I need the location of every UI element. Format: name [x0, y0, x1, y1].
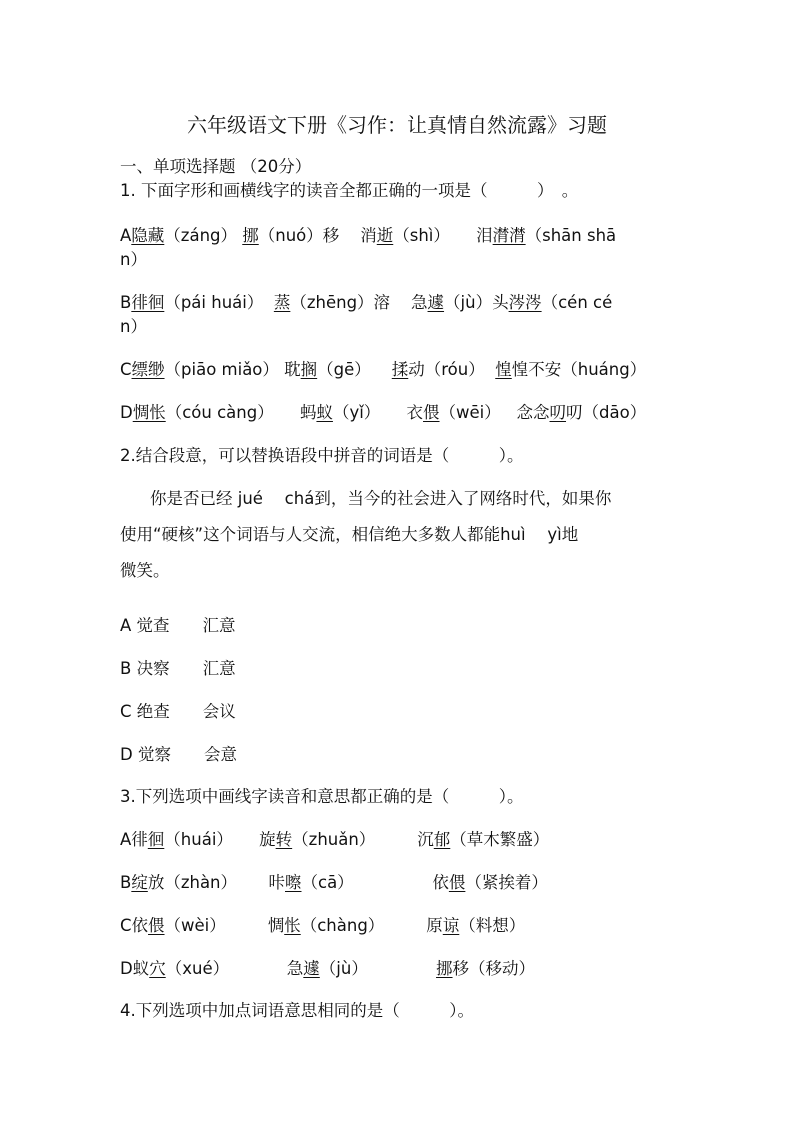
question-1-option-d: D惆怅（cóu càng） 蚂蚁（yǐ） 衣偎（wēi） 念念叨叨（dāo） — [120, 403, 647, 422]
question-2-passage-line-3: 微笑。 — [120, 561, 170, 580]
question-2-passage-line-1: 你是否已经 jué chá到，当今的社会进入了网络时代，如果你 — [150, 489, 612, 508]
question-1-option-c: C缥缈（piāo miǎo） 耽搁（gē） 揉动（róu） 惶惶不安（huáng） — [120, 360, 647, 379]
question-4-stem: 4.下列选项中加点词语意思相同的是（ ）。 — [120, 1001, 474, 1020]
question-3-stem: 3.下列选项中画线字读音和意思都正确的是（ ）。 — [120, 787, 524, 806]
question-2-passage-line-2: 使用“硬核”这个词语与人交流，相信绝大多数人都能huì yì地 — [120, 525, 579, 544]
question-1-option-a-cont: n） — [120, 250, 147, 269]
question-3-option-d: D蚁穴（xué） 急遽（jù） 挪移（移动） — [120, 959, 536, 978]
question-2-option-b: B 决察 汇意 — [120, 659, 236, 678]
question-2-option-a: A 觉查 汇意 — [120, 616, 236, 635]
question-2-stem: 2.结合段意，可以替换语段中拼音的词语是（ ）。 — [120, 446, 524, 465]
question-1-option-b: B徘徊（pái huái） 蒸（zhēng）溶 急遽（jù）头涔涔（cén cé — [120, 293, 613, 312]
question-1-stem: 1. 下面字形和画横线字的读音全都正确的一项是（ ） 。 — [120, 181, 579, 200]
question-3-option-a: A徘徊（huái） 旋转（zhuǎn） 沉郁（草木繁盛） — [120, 830, 550, 849]
question-1-option-a: A隐藏（záng） 挪（nuó）移 消逝（shì） 泪潸潸（shān shā — [120, 226, 617, 245]
question-2-option-c: C 绝查 会议 — [120, 702, 236, 721]
page-title: 六年级语文下册《习作：让真情自然流露》习题 — [187, 113, 607, 137]
section-heading: 一、单项选择题 （20分） — [120, 157, 312, 176]
question-1-option-b-cont: n） — [120, 317, 147, 336]
question-2-option-d: D 觉察 会意 — [120, 745, 237, 764]
question-3-option-b: B绽放（zhàn） 咔嚓（cā） 依偎（紧挨着） — [120, 873, 548, 892]
question-3-option-c: C依偎（wèi） 惆怅（chàng） 原谅（料想） — [120, 916, 526, 935]
